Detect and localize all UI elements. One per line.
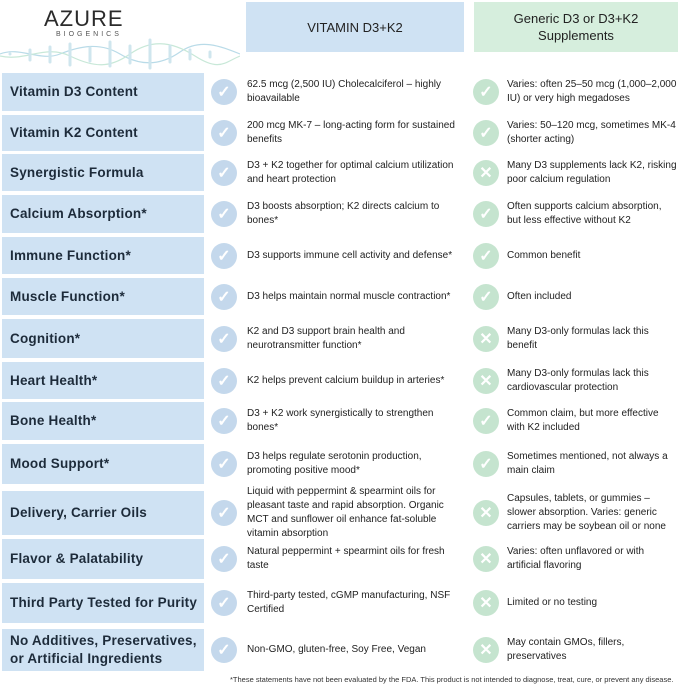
check-icon: ✓ <box>211 408 237 434</box>
generic-value: Sometimes mentioned, not always a main claim <box>507 451 668 476</box>
table-row <box>0 237 679 274</box>
generic-value: Many D3-only formulas lack this benefit <box>507 325 649 351</box>
vitamin-d3-k2-value: D3 + K2 together for optimal calcium utilization and heart protection <box>247 159 454 185</box>
check-icon: ✓ <box>211 284 237 310</box>
feature-label: Mood Support* <box>2 444 204 484</box>
feature-label: Synergistic Formula <box>2 154 204 191</box>
table-row <box>0 319 679 358</box>
check-icon: ✓ <box>473 284 499 310</box>
feature-label: Cognition* <box>2 319 204 358</box>
generic-value: Common claim, but more effective with K2 included <box>507 408 659 433</box>
check-icon: ✓ <box>211 368 237 394</box>
cross-icon: ✕ <box>473 368 499 394</box>
table-row <box>0 444 679 484</box>
feature-label: Immune Function* <box>2 237 204 274</box>
check-icon: ✓ <box>211 79 237 105</box>
cross-icon: ✕ <box>473 637 499 663</box>
vitamin-d3-k2-value: D3 helps maintain normal muscle contraction* <box>247 290 451 302</box>
cross-icon: ✕ <box>473 546 499 572</box>
feature-label: Vitamin K2 Content <box>2 115 204 151</box>
check-icon: ✓ <box>211 546 237 572</box>
feature-label: Vitamin D3 Content <box>2 73 204 111</box>
cross-icon: ✕ <box>473 160 499 186</box>
cross-icon: ✕ <box>473 326 499 352</box>
cross-icon: ✕ <box>473 500 499 526</box>
check-icon: ✓ <box>211 637 237 663</box>
generic-value: Often supports calcium absorption, but less effective without K2 <box>507 201 662 226</box>
table-row <box>0 629 679 671</box>
feature-label: Bone Health* <box>2 402 204 440</box>
feature-label: Flavor & Palatability <box>2 539 204 579</box>
vitamin-d3-k2-value: Natural peppermint + spearmint oils for fresh taste <box>247 546 445 571</box>
vitamin-d3-k2-value: K2 helps prevent calcium buildup in arteries* <box>247 374 445 386</box>
feature-label: Third Party Tested for Purity <box>2 583 204 623</box>
table-row <box>0 539 679 579</box>
fda-disclaimer: *These statements have not been evaluated by the FDA. This product is not intended to diagnose, treat, cure, or prevent any disease. <box>230 675 674 684</box>
check-icon: ✓ <box>473 408 499 434</box>
check-icon: ✓ <box>473 243 499 269</box>
check-icon: ✓ <box>211 326 237 352</box>
feature-label: Heart Health* <box>2 362 204 399</box>
table-row <box>0 583 679 623</box>
check-icon: ✓ <box>211 201 237 227</box>
generic-value: Limited or no testing <box>507 597 598 608</box>
check-icon: ✓ <box>211 451 237 477</box>
column-header-generic: Generic D3 or D3+K2 Supplements <box>474 2 678 52</box>
brand-logo <box>0 0 240 78</box>
generic-value: Common benefit <box>507 249 581 261</box>
feature-label: Muscle Function* <box>2 278 204 315</box>
table-row <box>0 278 679 315</box>
vitamin-d3-k2-value: D3 supports immune cell activity and defense* <box>247 249 453 261</box>
vitamin-d3-k2-value: D3 boosts absorption; K2 directs calcium to bones* <box>247 201 440 226</box>
generic-value: Varies: often 25–50 mcg (1,000–2,000 IU) or very high megadoses <box>507 79 677 104</box>
generic-value: Often included <box>507 290 572 302</box>
generic-value: Capsules, tablets, or gummies – slower absorption. Varies: generic carriers may be soybean oil or none <box>507 493 666 532</box>
table-row <box>0 402 679 440</box>
check-icon: ✓ <box>473 120 499 146</box>
vitamin-d3-k2-value: 62.5 mcg (2,500 IU) Cholecalciferol – highly bioavailable <box>247 79 441 104</box>
check-icon: ✓ <box>211 160 237 186</box>
check-icon: ✓ <box>211 243 237 269</box>
generic-value: Many D3 supplements lack K2, risking poor calcium regulation <box>507 159 677 185</box>
table-row <box>0 154 679 191</box>
check-icon: ✓ <box>211 500 237 526</box>
feature-label: Delivery, Carrier Oils <box>2 491 204 535</box>
check-icon: ✓ <box>473 451 499 477</box>
vitamin-d3-k2-value: Liquid with peppermint & spearmint oils for pleasant taste and rapid absorption. Organic MCT and sunflower oil enhance fat-soluble vitamin absorption <box>247 486 444 539</box>
generic-value: Many D3-only formulas lack this cardiovascular protection <box>507 367 649 393</box>
check-icon: ✓ <box>473 201 499 227</box>
vitamin-d3-k2-value: K2 and D3 support brain health and neurotransmitter function* <box>247 325 405 351</box>
vitamin-d3-k2-value: Third-party tested, cGMP manufacturing, NSF Certified <box>247 590 451 615</box>
table-row <box>0 115 679 151</box>
generic-value: Varies: 50–120 mcg, sometimes MK-4 (shorter acting) <box>507 120 676 145</box>
vitamin-d3-k2-value: D3 + K2 work synergistically to strengthen bones* <box>247 408 434 433</box>
table-row <box>0 195 679 233</box>
vitamin-d3-k2-value: D3 helps regulate serotonin production, promoting positive mood* <box>247 451 422 476</box>
generic-value: May contain GMOs, fillers, preservatives <box>507 637 625 662</box>
generic-value: Varies: often unflavored or with artificial flavoring <box>507 546 645 571</box>
check-icon: ✓ <box>211 590 237 616</box>
vitamin-d3-k2-value: 200 mcg MK-7 – long-acting form for sustained benefits <box>247 120 455 145</box>
wave-graphic-icon <box>0 32 240 76</box>
feature-label: Calcium Absorption* <box>2 195 204 233</box>
column-header-vitamin-d3-k2: VITAMIN D3+K2 <box>246 2 464 52</box>
brand-subtitle: BIOGENICS <box>56 31 122 38</box>
check-icon: ✓ <box>473 79 499 105</box>
feature-label: No Additives, Preservatives, or Artificial Ingredients <box>2 629 204 671</box>
cross-icon: ✕ <box>473 590 499 616</box>
table-row <box>0 486 679 539</box>
table-row <box>0 73 679 111</box>
brand-name: AZURE <box>44 6 124 31</box>
vitamin-d3-k2-value: Non-GMO, gluten-free, Soy Free, Vegan <box>247 644 426 655</box>
table-row <box>0 362 679 399</box>
check-icon: ✓ <box>211 120 237 146</box>
